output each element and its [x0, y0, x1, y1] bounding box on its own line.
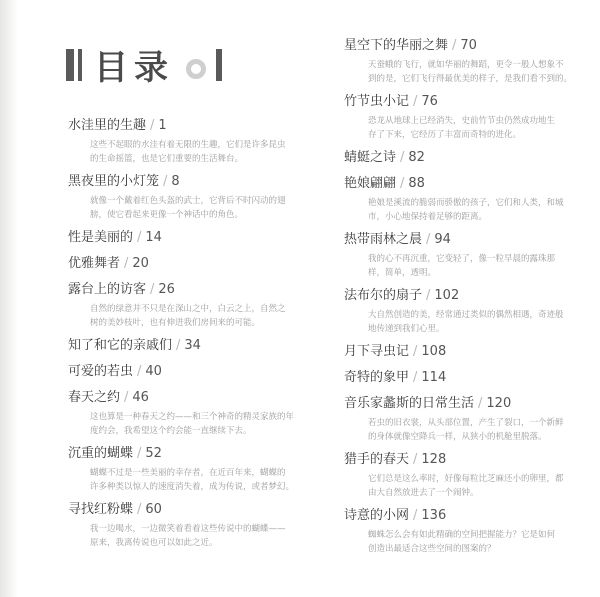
- toc-separator: /: [426, 232, 431, 247]
- toc-entry-page-number: 26: [158, 282, 175, 297]
- toc-entry-title: 沉重的蝴蝶: [68, 446, 134, 461]
- toc-entry-title: 法布尔的扇子: [344, 288, 423, 303]
- toc-entry-page-number: 46: [132, 390, 149, 405]
- toc-separator: /: [150, 282, 155, 297]
- toc-entry-description-line: 度约会，我希望这个约会能一直继续下去。: [90, 426, 252, 436]
- toc-entry-title: 露台上的访客: [68, 282, 147, 297]
- toc-entry-title: 艳娘翩翩: [344, 176, 397, 191]
- toc-entry-description-line: 我的心不再沉重，它变轻了，像一粒早晨的露珠那: [368, 254, 556, 264]
- toc-entry-title: 优雅舞者: [68, 256, 121, 271]
- toc-entry[interactable]: [344, 342, 590, 362]
- toc-entry-page-number: 1: [158, 118, 167, 133]
- toc-entry-title-line: [68, 388, 320, 408]
- toc-entry-description: [344, 252, 590, 280]
- toc-separator: /: [137, 446, 142, 461]
- toc-entry-page-number: 102: [434, 288, 460, 303]
- toc-entry-description-line: 创造出最适合这些空间的图案的？: [368, 544, 496, 554]
- toc-entry-title-line: [344, 148, 590, 168]
- toc-separator: /: [413, 508, 418, 523]
- toc-entry-title: 寻找红粉蝶: [68, 502, 134, 517]
- toc-separator: /: [124, 256, 129, 271]
- toc-entry[interactable]: [68, 388, 320, 438]
- page-gutter-shadow: [0, 0, 18, 597]
- toc-entry-page-number: 52: [145, 446, 162, 461]
- toc-entry-page-number: 128: [421, 452, 447, 467]
- toc-separator: /: [478, 396, 483, 411]
- toc-separator: /: [426, 288, 431, 303]
- toc-entry[interactable]: [344, 450, 590, 500]
- toc-entry-title-line: [68, 172, 320, 192]
- toc-entry-description: [344, 472, 590, 500]
- toc-entry-title: 知了和它的亲戚们: [68, 338, 173, 353]
- toc-entry[interactable]: [68, 362, 320, 382]
- decor-bar-left-thin: [78, 49, 82, 81]
- toc-entry-title-line: [344, 36, 590, 56]
- toc-entry[interactable]: [344, 230, 590, 280]
- toc-separator: /: [400, 150, 405, 165]
- toc-entry-description: [344, 528, 590, 556]
- toc-entry-description-line: 的身体就像空降兵一样，从狭小的机舱里脱落。: [368, 432, 547, 442]
- toc-entry[interactable]: [344, 36, 590, 86]
- toc-entry-page-number: 82: [408, 150, 425, 165]
- toc-entry[interactable]: [344, 506, 590, 556]
- toc-entry-page-number: 60: [145, 502, 162, 517]
- toc-entry-title-line: [68, 336, 320, 356]
- toc-entry-title: 音乐家蠡斯的日常生活: [344, 396, 475, 411]
- toc-entry[interactable]: [68, 228, 320, 248]
- toc-entry-title-line: [68, 444, 320, 464]
- toc-title: 目录: [94, 48, 174, 88]
- toc-separator: /: [400, 176, 405, 191]
- toc-separator: /: [137, 502, 142, 517]
- toc-entry-description-line: 由大自然放进去了一个闹钟。: [368, 488, 479, 498]
- toc-entry-title: 诗意的小网: [344, 508, 410, 523]
- toc-entry[interactable]: [68, 116, 320, 166]
- toc-entry-page-number: 34: [184, 338, 201, 353]
- toc-entry-description-line: 原来，我离传说也可以如此之近。: [90, 538, 218, 548]
- toc-entry-description-line: 蝴蝶不过是一些美丽的幸存者，在近百年来，蝴蝶的: [90, 468, 286, 478]
- toc-entry-title-line: [344, 230, 590, 250]
- toc-entry-page-number: 136: [421, 508, 447, 523]
- toc-entry-title-line: [344, 286, 590, 306]
- decor-bar-right: [216, 49, 222, 81]
- toc-entry[interactable]: [68, 444, 320, 494]
- toc-entry[interactable]: [344, 286, 590, 336]
- toc-entry[interactable]: [68, 280, 320, 330]
- toc-entry-description-line: 市，小心地保持着足够的距离。: [368, 212, 488, 222]
- toc-entry-page-number: 108: [421, 344, 447, 359]
- toc-entry-title-line: [344, 506, 590, 526]
- toc-entry-title-line: [68, 500, 320, 520]
- toc-entry-description-line: 到的是，它们飞行得最优美的样子，是我们看不到的。: [368, 74, 573, 84]
- toc-separator: /: [413, 370, 418, 385]
- toc-entry-description: [344, 416, 590, 444]
- toc-entry-page-number: 8: [171, 174, 180, 189]
- toc-entry-description-line: 天蚕蛾的飞行，就如华丽的舞蹈，更令一般人想象不: [368, 60, 564, 70]
- toc-entry-description-line: 许多种类以惊人的速度消失着，成为传说，或者梦幻。: [90, 482, 295, 492]
- toc-entry[interactable]: [344, 394, 590, 444]
- toc-entry[interactable]: [68, 500, 320, 550]
- toc-entry-description: [68, 138, 320, 166]
- toc-entry-description-line: 蜘蛛怎么会有如此精确的空间把握能力？它是如何: [368, 530, 556, 540]
- toc-entry-description: [68, 410, 320, 438]
- toc-separator: /: [452, 38, 457, 53]
- toc-entry-title: 竹节虫小记: [344, 94, 410, 109]
- toc-entry-description: [344, 196, 590, 224]
- toc-entry[interactable]: [68, 336, 320, 356]
- toc-entry-page-number: 94: [434, 232, 451, 247]
- toc-entry-description: [68, 466, 320, 494]
- toc-separator: /: [124, 390, 129, 405]
- toc-entry-page-number: 20: [132, 256, 149, 271]
- toc-entry-description: [344, 114, 590, 142]
- toc-entry-title: 性是美丽的: [68, 230, 134, 245]
- toc-entry-description: [68, 194, 320, 222]
- toc-entry-title-line: [344, 394, 590, 414]
- toc-entry-description-line: 样，简单，透明。: [368, 268, 437, 278]
- toc-entry-title: 猎手的春天: [344, 452, 410, 467]
- decor-ring-icon: [186, 59, 206, 79]
- toc-entry-description-line: 树的美妙枝叶，也有伸进我们房间来的可能。: [90, 318, 261, 328]
- toc-entry-title: 可爱的若虫: [68, 364, 134, 379]
- toc-entry-title: 奇特的象甲: [344, 370, 410, 385]
- toc-separator: /: [176, 338, 181, 353]
- toc-entry[interactable]: [344, 368, 590, 388]
- toc-entry-description: [68, 522, 320, 550]
- toc-entry-page-number: 70: [460, 38, 477, 53]
- toc-entry-description-line: 膀，使它看起来更像一个神话中的角色。: [90, 210, 244, 220]
- toc-entry-page-number: 88: [408, 176, 425, 191]
- toc-entry[interactable]: [344, 174, 590, 224]
- toc-entry-description-line: 存了下来，它经历了丰富而奇特的进化。: [368, 130, 522, 140]
- toc-separator: /: [413, 94, 418, 109]
- toc-column-right: [344, 36, 590, 562]
- toc-entry[interactable]: [68, 172, 320, 222]
- toc-entry-title-line: [68, 116, 320, 136]
- toc-entry-description-line: 恐龙从地球上已经消失，史前竹节虫仍然成功地生: [368, 116, 556, 126]
- toc-entry-title-line: [68, 280, 320, 300]
- toc-entry-page-number: 40: [145, 364, 162, 379]
- toc-entry-title: 热带雨林之晨: [344, 232, 423, 247]
- toc-entry-description-line: 自然的绿意并不只是在深山之中，白云之上，自然之: [90, 304, 286, 314]
- toc-entry-page-number: 114: [421, 370, 447, 385]
- toc-entry-title: 星空下的华丽之舞: [344, 38, 449, 53]
- toc-entry-description-line: 它们总是这么率时，好像每粒比芝麻还小的卵里，都: [368, 474, 564, 484]
- toc-entry-description-line: 地传递到我们心里。: [368, 324, 445, 334]
- toc-entry-page-number: 76: [421, 94, 438, 109]
- toc-entry-description: [344, 58, 590, 86]
- toc-entry-description-line: 的生命摇篮，也是它们重要的生活舞台。: [90, 154, 244, 164]
- toc-separator: /: [150, 118, 155, 133]
- toc-entry-page-number: 14: [145, 230, 162, 245]
- toc-entry-title-line: [344, 92, 590, 112]
- decor-bar-left-thick: [66, 49, 74, 81]
- toc-entry-description-line: 这些不起眼的水洼有着无限的生趣，它们是许多昆虫: [90, 140, 286, 150]
- toc-separator: /: [413, 452, 418, 467]
- toc-entry-description-line: 大自然创造的美，经常通过类似的偶然相遇，奇迹般: [368, 310, 564, 320]
- toc-entry-title: 黑夜里的小灯笼: [68, 174, 160, 189]
- toc-header: [66, 40, 226, 89]
- toc-entry-title: 月下寻虫记: [344, 344, 410, 359]
- toc-entry-description-line: 这也算是一种春天之约——和三个神奇的精灵家族的年: [90, 412, 295, 422]
- toc-entry-title-line: [344, 450, 590, 470]
- toc-entry-description-line: 就像一个戴着红色头盔的武士，它背后不时闪动的翅: [90, 196, 286, 206]
- toc-separator: /: [163, 174, 168, 189]
- toc-entry[interactable]: [68, 254, 320, 274]
- toc-column-left: [68, 116, 320, 556]
- toc-separator: /: [137, 364, 142, 379]
- toc-entry-title-line: [344, 342, 590, 362]
- toc-entry-title-line: [344, 368, 590, 388]
- toc-entry[interactable]: [344, 148, 590, 168]
- toc-entry-description-line: 若虫的旧衣裳，从头部位置，产生了裂口，一个新鲜: [368, 418, 564, 428]
- toc-entry-title: 春天之约: [68, 390, 121, 405]
- toc-separator: /: [413, 344, 418, 359]
- toc-entry-title-line: [344, 174, 590, 194]
- toc-entry-description-line: 艳娘是溪流的脆弱而骄傲的孩子，它们和人类，和城: [368, 198, 564, 208]
- toc-entry-title-line: [68, 228, 320, 248]
- toc-entry-description-line: 我一边喝水，一边微笑着看着这些传说中的蝴蝶——: [90, 524, 286, 534]
- toc-separator: /: [137, 230, 142, 245]
- toc-entry-title-line: [68, 254, 320, 274]
- toc-entry[interactable]: [344, 92, 590, 142]
- toc-entry-title: 蜻蜓之诗: [344, 150, 397, 165]
- toc-entry-description: [68, 302, 320, 330]
- toc-entry-title: 水洼里的生趣: [68, 118, 147, 133]
- toc-entry-title-line: [68, 362, 320, 382]
- toc-entry-description: [344, 308, 590, 336]
- toc-entry-page-number: 120: [486, 396, 512, 411]
